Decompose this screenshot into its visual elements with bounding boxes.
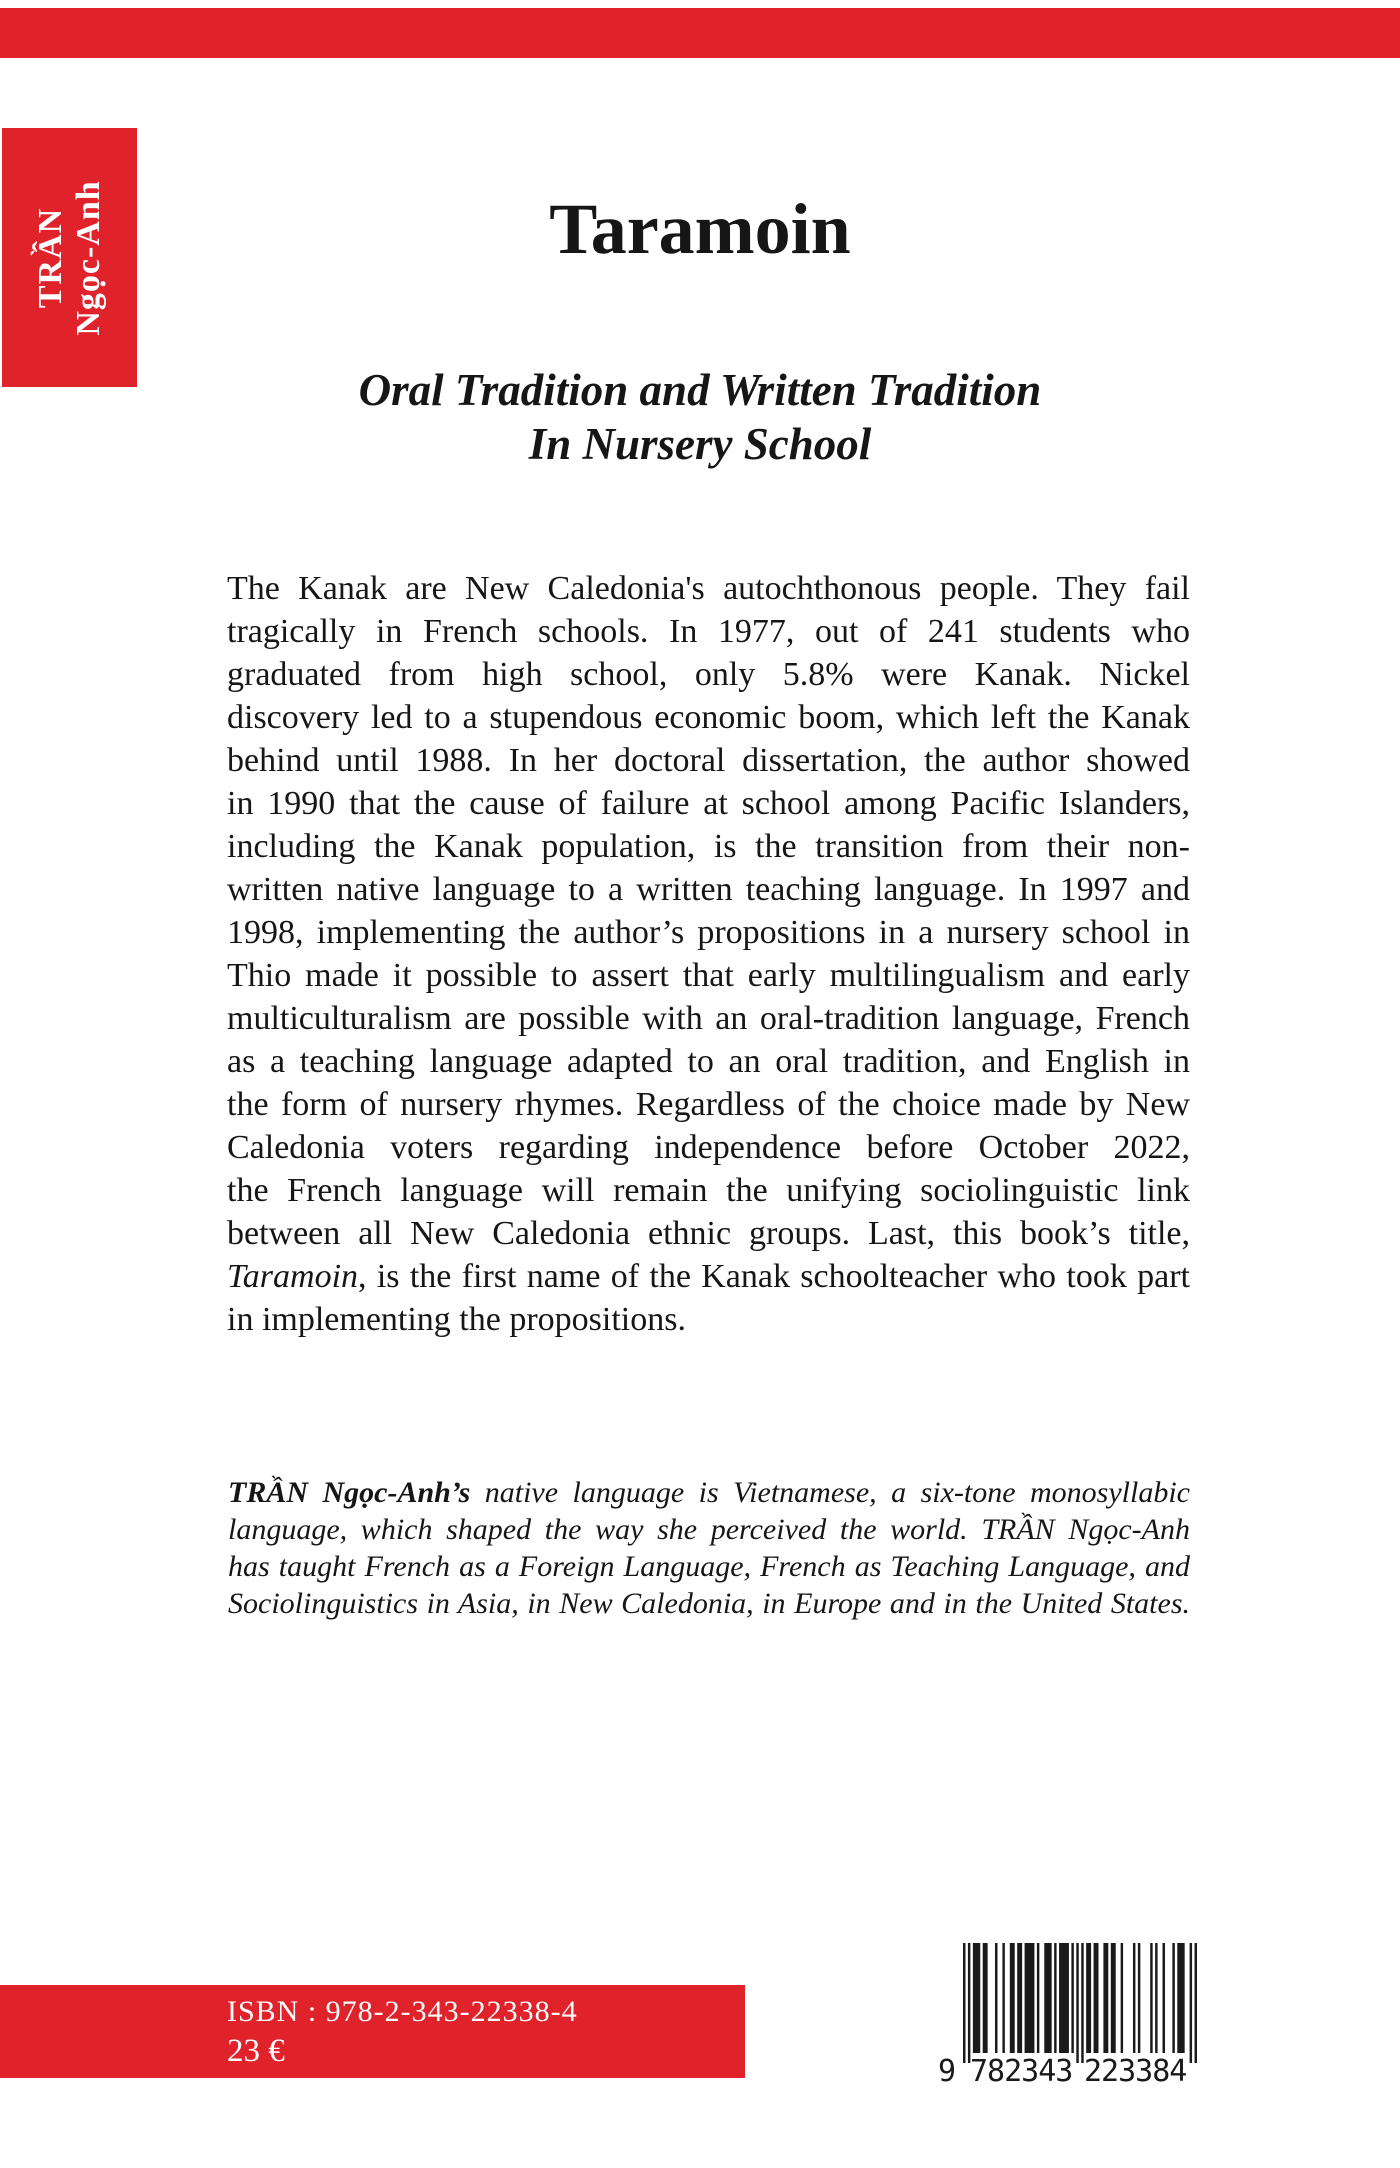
text-line: Caledonia voters regarding independence before October 2022, [227,1129,1190,1166]
text-line: language, which shaped the way she perceived the world. TRẦN Ngọc-Anh [228,1513,1190,1546]
ean-barcode [938,1943,1197,2089]
isbn-number: ISBN : 978-2-343-22338-4 [227,1995,578,2028]
text-line: including the Kanak population, is the transition from their non- [227,828,1190,865]
author-bio [228,1474,1190,1622]
text-line: The Kanak are New Caledonia's autochthonous people. They fail [227,570,1190,607]
barcode-digits [938,2054,1197,2089]
text-line: Thio made it possible to assert that early multilingualism and early [227,957,1190,994]
text-line: the form of nursery rhymes. Regardless of the choice made by New [227,1086,1190,1123]
text-line: multiculturalism are possible with an oral-tradition language, French [227,1000,1190,1037]
text-line: 1998, implementing the author’s propositions in a nursery school in [227,914,1190,951]
isbn-price-bar [0,1985,745,2078]
text-line: as a teaching language adapted to an oral tradition, and English in [227,1043,1190,1080]
text-line: the French language will remain the unifying sociolinguistic link [227,1172,1190,1209]
author-given-name: Ngọc-Anh [69,179,107,336]
author-surname: TRẦN [31,207,69,308]
barcode-bars [963,1943,1197,2063]
text-line: in implementing the propositions. [227,1301,686,1338]
text-line: Taramoin, is the first name of the Kanak schoolteacher who took part [227,1258,1190,1295]
book-subtitle [0,363,1400,471]
text-line: between all New Caledonia ethnic groups. Last, this book’s title, [227,1215,1190,1252]
text-line: tragically in French schools. In 1977, out of 241 students who [227,613,1190,650]
text-line: has taught French as a Foreign Language, French as Teaching Language, and [228,1550,1190,1583]
subtitle-line-2: In Nursery School [528,419,872,469]
text-line: graduated from high school, only 5.8% were Kanak. Nickel [227,656,1190,693]
book-title: Taramoin [549,189,851,269]
subtitle-line-1: Oral Tradition and Written Tradition [358,365,1042,415]
price: 23 € [227,2033,285,2069]
barcode-digit-leading: 9 [938,2054,957,2089]
top-red-band [0,8,1400,58]
barcode-digits-right: 223384 [1084,2054,1187,2089]
text-line: in 1990 that the cause of failure at school among Pacific Islanders, [227,785,1190,822]
barcode-digits-left: 782343 [970,2054,1073,2089]
text-line: Sociolinguistics in Asia, in New Caledonia, in Europe and in the United States. [228,1587,1190,1620]
back-cover-summary [227,567,1190,1341]
text-line: TRẦN Ngọc-Anh’s native language is Vietnamese, a six-tone monosyllabic [228,1476,1190,1509]
text-line: written native language to a written teaching language. In 1997 and [227,871,1190,908]
text-line: discovery led to a stupendous economic boom, which left the Kanak [227,699,1190,736]
text-line: behind until 1988. In her doctoral dissertation, the author showed [227,742,1190,779]
